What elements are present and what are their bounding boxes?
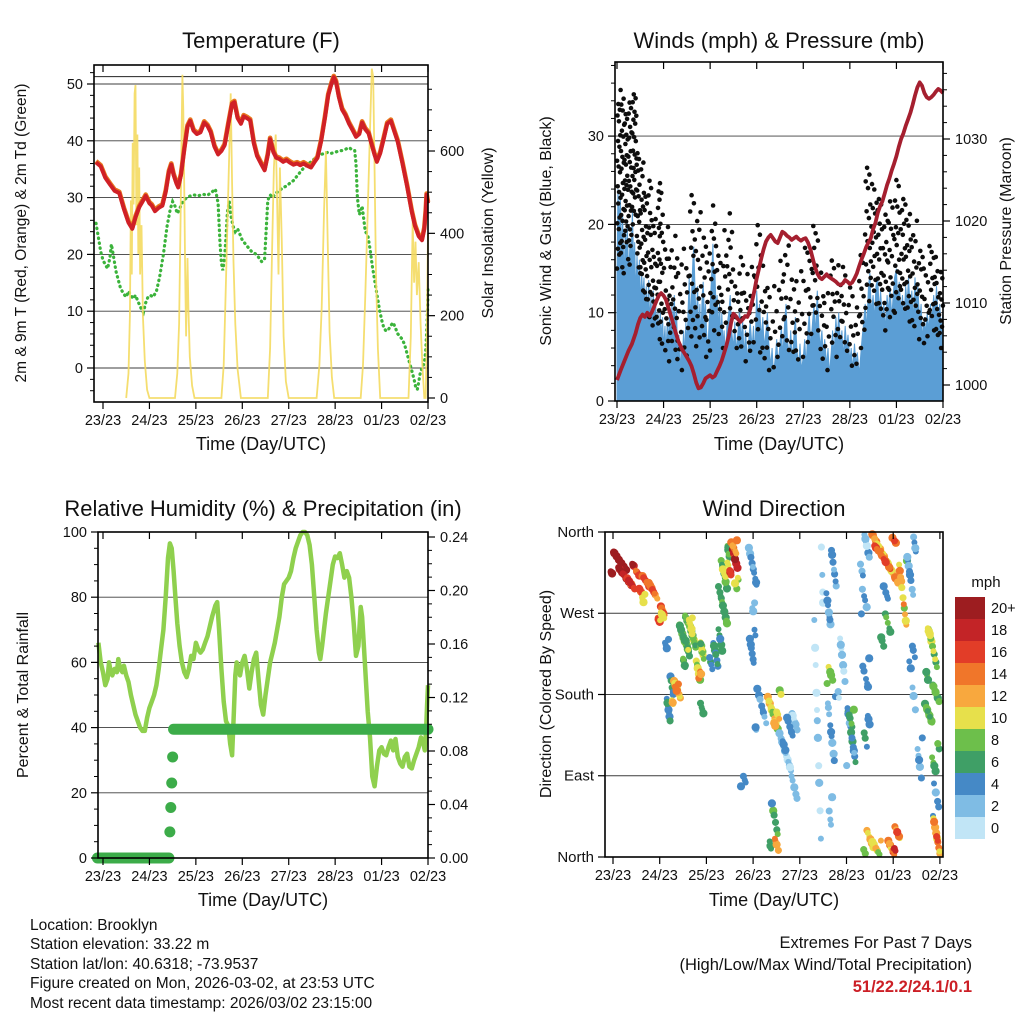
svg-text:0.12: 0.12: [440, 690, 469, 707]
svg-text:10: 10: [66, 304, 83, 321]
svg-text:6: 6: [991, 755, 1000, 771]
svg-text:02/23: 02/23: [924, 412, 962, 428]
legend-title: mph: [971, 574, 1001, 591]
svg-text:40: 40: [70, 720, 87, 737]
svg-text:26/23: 26/23: [734, 868, 772, 884]
svg-text:02/23: 02/23: [409, 413, 447, 429]
svg-text:40: 40: [66, 133, 83, 150]
svg-text:0: 0: [595, 394, 604, 410]
svg-text:North: North: [557, 849, 594, 866]
temp-2m-series: [96, 77, 428, 240]
extremes-heading: Extremes For Past 7 Days: [779, 934, 972, 952]
svg-text:0.08: 0.08: [440, 744, 469, 760]
recent-data-timestamp: Most recent data timestamp: 2026/03/02 23:15:00: [30, 994, 373, 1012]
temperature-x-axis-label: Time (Day/UTC): [195, 434, 327, 454]
svg-text:0: 0: [78, 851, 87, 867]
pressure-y-axis-label: Station Pressure (Maroon): [998, 137, 1015, 325]
svg-text:4: 4: [991, 777, 1000, 793]
wind-direction-chart-title: Wind Direction: [702, 496, 846, 521]
solar-series: [126, 69, 428, 398]
temperature-y-axis-label: 2m & 9m T (Red, Orange) & 2m Td (Green): [13, 83, 30, 383]
svg-text:1010: 1010: [955, 296, 988, 312]
svg-text:02/23: 02/23: [409, 869, 447, 885]
svg-text:20+: 20+: [991, 601, 1016, 617]
svg-text:28/23: 28/23: [828, 868, 865, 884]
svg-text:200: 200: [440, 308, 465, 325]
svg-text:01/23: 01/23: [875, 868, 912, 884]
svg-text:100: 100: [62, 525, 87, 541]
svg-text:01/23: 01/23: [363, 869, 400, 885]
svg-text:0.16: 0.16: [440, 637, 469, 653]
svg-text:1020: 1020: [955, 214, 988, 230]
rainfall-y-axis-label: Percent & Total Rainfall: [15, 611, 32, 779]
humidity-series: [98, 532, 428, 786]
svg-text:10: 10: [587, 305, 604, 322]
svg-text:28/23: 28/23: [317, 413, 354, 429]
station-location: Location: Brooklyn: [30, 917, 158, 934]
svg-text:30: 30: [587, 129, 604, 146]
svg-text:0.20: 0.20: [440, 583, 469, 600]
svg-text:1030: 1030: [955, 132, 988, 148]
svg-text:23/23: 23/23: [598, 412, 636, 428]
svg-text:0.04: 0.04: [440, 797, 469, 814]
svg-text:01/23: 01/23: [878, 412, 915, 428]
svg-text:400: 400: [440, 226, 465, 243]
station-latlon: Station lat/lon: 40.6318; -73.9537: [30, 955, 259, 973]
svg-text:20: 20: [66, 247, 83, 264]
wind-gust-y-axis-label: Sonic Wind & Gust (Blue, Black): [538, 116, 555, 346]
svg-text:28/23: 28/23: [317, 869, 354, 885]
temperature-chart: [67, 65, 464, 429]
svg-text:24/23: 24/23: [131, 869, 168, 885]
svg-text:0: 0: [440, 391, 449, 407]
temperature-chart-title: Temperature (F): [182, 28, 340, 53]
wind-direction-x-axis-label: Time (Day/UTC): [708, 890, 840, 910]
wind-speed-legend: [955, 597, 1016, 839]
extremes-values: 51/22.2/24.1/0.1: [852, 978, 972, 996]
svg-text:East: East: [563, 767, 594, 785]
svg-text:02/23: 02/23: [921, 868, 959, 884]
station-info-block: [30, 916, 375, 1013]
winds-x-axis-label: Time (Day/UTC): [713, 434, 845, 454]
svg-text:West: West: [560, 605, 594, 623]
svg-text:30: 30: [66, 190, 83, 207]
svg-text:10: 10: [991, 711, 1008, 727]
svg-text:28/23: 28/23: [831, 412, 868, 428]
svg-text:8: 8: [991, 733, 1000, 749]
svg-text:24/23: 24/23: [131, 413, 168, 429]
svg-text:50: 50: [66, 77, 83, 93]
solar-y-axis-label: Solar Insolation (Yellow): [480, 147, 497, 319]
svg-text:0.24: 0.24: [440, 530, 469, 546]
svg-text:27/23: 27/23: [785, 412, 822, 428]
svg-text:20: 20: [70, 785, 87, 802]
svg-text:60: 60: [70, 655, 87, 672]
sonic-wind-area: [617, 189, 943, 401]
direction-scatter: [608, 530, 944, 858]
extremes-subheading: (High/Low/Max Wind/Total Precipitation): [679, 956, 972, 974]
svg-text:27/23: 27/23: [270, 869, 307, 885]
svg-text:80: 80: [70, 590, 87, 607]
station-elevation: Station elevation: 33.22 m: [30, 936, 210, 954]
extremes-block: [600, 932, 972, 998]
svg-text:0: 0: [991, 821, 1000, 837]
svg-text:27/23: 27/23: [781, 868, 818, 884]
svg-text:23/23: 23/23: [594, 868, 632, 884]
svg-text:24/23: 24/23: [645, 412, 682, 428]
svg-text:0: 0: [74, 361, 83, 377]
svg-text:14: 14: [991, 667, 1008, 683]
svg-text:24/23: 24/23: [641, 868, 678, 884]
figure-created-timestamp: Figure created on Mon, 2026-03-02, at 23:53 UTC: [30, 975, 375, 993]
humidity-x-axis-label: Time (Day/UTC): [197, 890, 329, 910]
svg-text:12: 12: [991, 689, 1008, 705]
svg-text:South: South: [554, 686, 594, 704]
svg-text:North: North: [557, 523, 594, 541]
svg-text:2: 2: [991, 799, 1000, 815]
svg-text:16: 16: [991, 645, 1008, 661]
svg-text:23/23: 23/23: [84, 413, 122, 429]
humidity-precip-chart: [63, 525, 468, 885]
svg-text:25/23: 25/23: [177, 413, 215, 429]
svg-text:01/23: 01/23: [363, 413, 400, 429]
svg-text:26/23: 26/23: [738, 412, 775, 428]
winds-pressure-chart: [588, 62, 987, 428]
wind-direction-chart: [555, 524, 958, 884]
humidity-precip-chart-title: Relative Humidity (%) & Precipitation (in): [64, 496, 462, 521]
svg-text:600: 600: [440, 144, 465, 161]
svg-text:0.00: 0.00: [440, 851, 469, 867]
svg-text:20: 20: [587, 217, 604, 234]
svg-text:26/23: 26/23: [224, 413, 261, 429]
winds-pressure-chart-title: Winds (mph) & Pressure (mb): [633, 28, 925, 53]
svg-text:25/23: 25/23: [691, 412, 729, 428]
svg-text:18: 18: [991, 623, 1008, 639]
svg-text:26/23: 26/23: [224, 869, 261, 885]
direction-y-axis-label: Direction (Colored By Speed): [538, 589, 555, 799]
svg-text:27/23: 27/23: [270, 413, 307, 429]
svg-text:25/23: 25/23: [688, 868, 725, 884]
svg-text:25/23: 25/23: [177, 869, 215, 885]
svg-text:23/23: 23/23: [84, 869, 122, 885]
svg-text:1000: 1000: [955, 378, 988, 394]
